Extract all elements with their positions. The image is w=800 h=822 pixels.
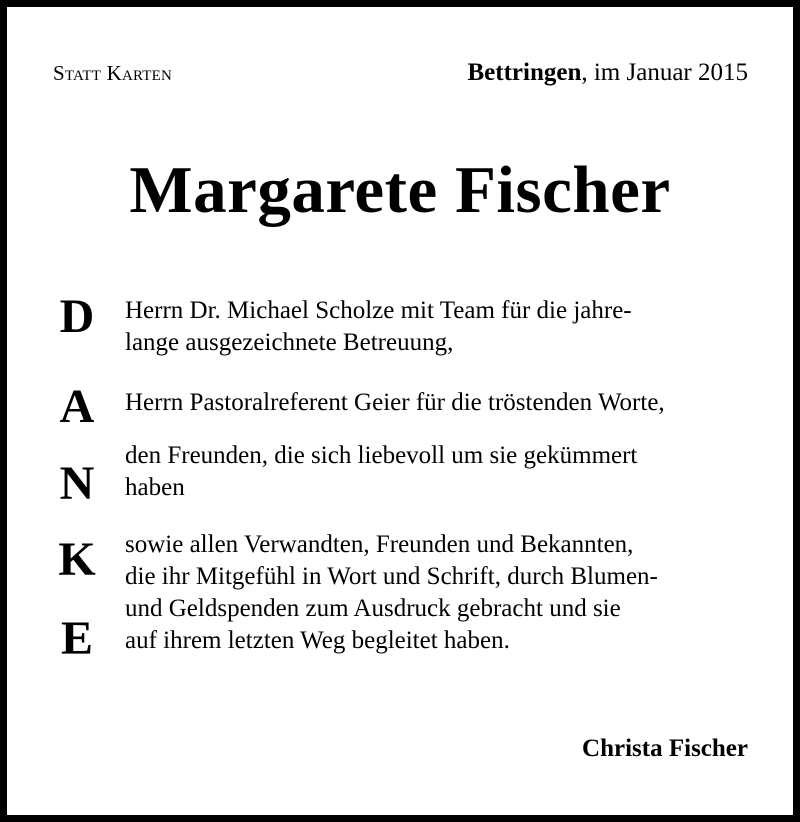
signature: Christa Fischer	[582, 735, 748, 762]
danke-letter-k: K	[58, 533, 96, 586]
paragraph-line: lange ausgezeichnete Betreuung,	[125, 329, 454, 356]
paragraph-line: Herrn Pastoralreferent Geier für die tröstenden Worte,	[125, 389, 665, 416]
header-line	[53, 59, 748, 95]
place-name: Bettringen	[467, 59, 582, 86]
thanks-paragraph-friends	[125, 440, 765, 504]
danke-letter-n: N	[59, 457, 95, 510]
deceased-name: Margarete Fischer	[129, 153, 671, 227]
danke-letter-a: A	[59, 380, 95, 433]
paragraph-line: auf ihrem letzten Weg begleitet haben.	[125, 627, 510, 654]
statt-karten-label: Statt Karten	[53, 61, 173, 85]
paragraph-line: sowie allen Verwandten, Freunden und Bekannten,	[125, 531, 634, 558]
place-date	[467, 59, 748, 87]
danke-letter-d: D	[59, 290, 95, 343]
paragraph-line: haben	[125, 474, 185, 501]
thanks-paragraph-doctor	[125, 295, 765, 359]
danke-letter-e: E	[60, 612, 93, 665]
paragraph-line: den Freunden, die sich liebevoll um sie gekümmert	[125, 442, 638, 469]
paragraph-line: die ihr Mitgefühl in Wort und Schrift, durch Blumen-	[125, 563, 658, 590]
thanks-paragraph-pastoral	[125, 387, 765, 419]
date-text: , im Januar 2015	[581, 59, 748, 86]
thanks-paragraph-relatives	[125, 529, 765, 657]
paragraph-line: und Geldspenden zum Ausdruck gebracht und sie	[125, 595, 621, 622]
paragraph-line: Herrn Dr. Michael Scholze mit Team für die jahre-	[125, 297, 632, 324]
